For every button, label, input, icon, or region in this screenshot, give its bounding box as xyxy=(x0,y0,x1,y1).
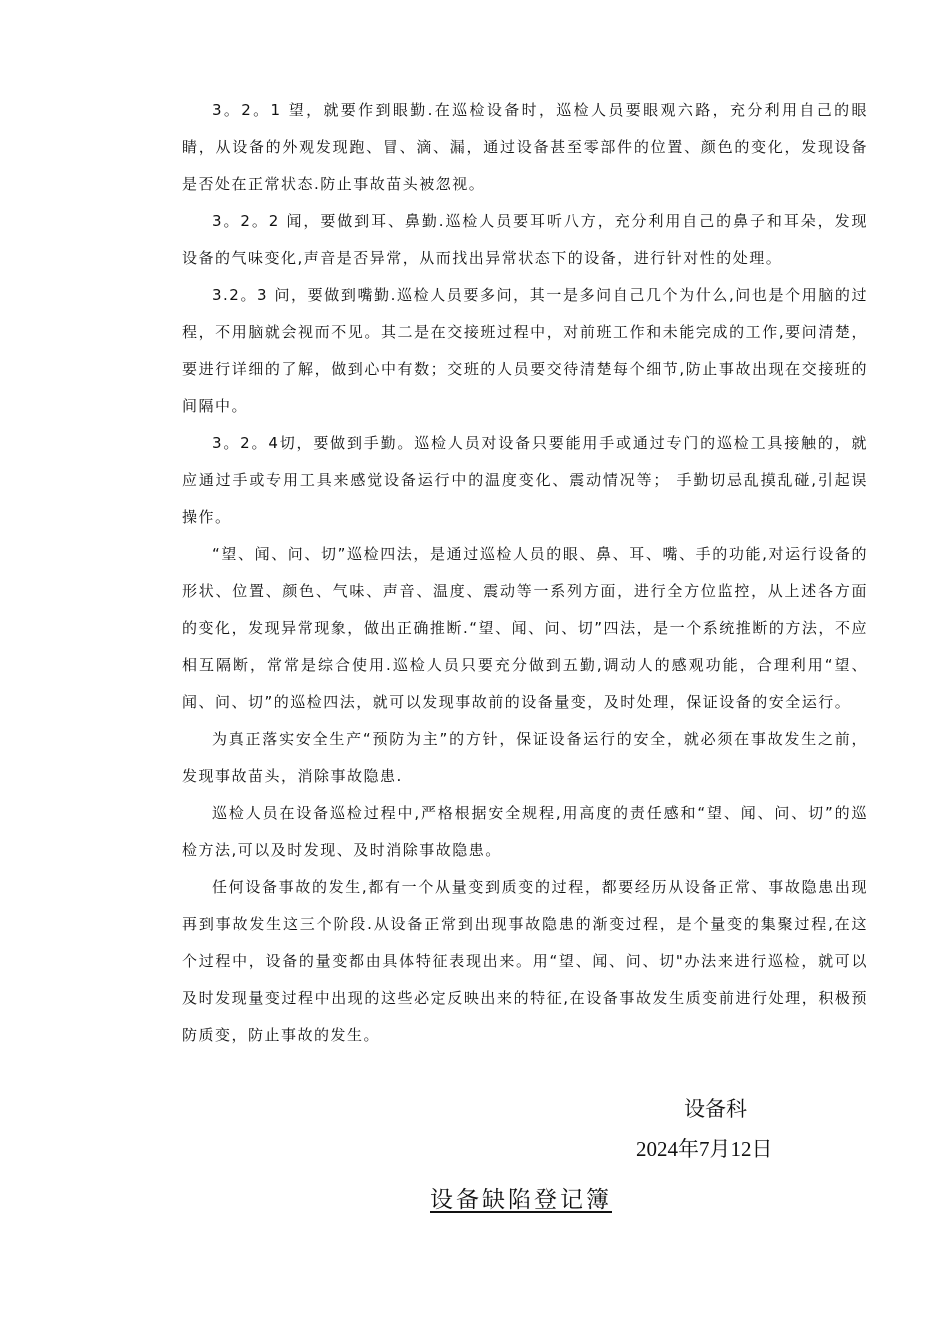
paragraph-3-2-3-ask: 3.2。3 问，要做到嘴勤.巡检人员要多问，其一是多问自己几个为什么,问也是个用脑的过程，不用脑就会视而不见。其二是在交接班过程中，对前班工作和未能完成的工作,要问清楚，要进行详细的了解，做到心中有数；交班的人员要交待清楚每个细节,防止事故出现在交接班的间隔中。 xyxy=(182,286,868,415)
next-section-title: 设备缺陷登记簿 xyxy=(430,1187,612,1213)
next-section-heading xyxy=(0,1183,950,1217)
document-body xyxy=(182,92,868,1054)
paragraph-accident-process: 任何设备事故的发生,都有一个从量变到质变的过程，都要经历从设备正常、事故隐患出现再到事故发生这三个阶段.从设备正常到出现事故隐患的渐变过程，是个量变的集聚过程,在这个过程中，设备的量变都由具体特征表现出来。用“望、闻、问、切"办法来进行巡检，就可以及时发现量变过程中出现的这些必定反映出来的特征,在设备事故发生质变前进行处理，积极预防质变，防止事故的发生。 xyxy=(182,878,868,1044)
paragraph-inspector-duty: 巡检人员在设备巡检过程中,严格根据安全规程,用高度的责任感和“望、闻、问、切”的巡检方法,可以及时发现、及时消除事故隐患。 xyxy=(182,804,868,859)
paragraph-3-2-1-look: 3。2。1 望，就要作到眼勤.在巡检设备时，巡检人员要眼观六路，充分利用自己的眼睛，从设备的外观发现跑、冒、滴、漏，通过设备甚至零部件的位置、颜色的变化，发现设备是否处在正常状态.防止事故苗头被忽视。 xyxy=(182,101,868,193)
signature-department: 设备科 xyxy=(684,1097,747,1121)
paragraph-four-methods-summary: “望、闻、问、切”巡检四法，是通过巡检人员的眼、鼻、耳、嘴、手的功能,对运行设备的形状、位置、颜色、气味、声音、温度、震动等一系列方面，进行全方位监控，从上述各方面的变化，发现异常现象，做出正确推断.“望、闻、问、切”四法，是一个系统推断的方法，不应相互隔断，常常是综合使用.巡检人员只要充分做到五勤,调动人的感观功能，合理利用“望、闻、问、切”的巡检四法，就可以发现事故前的设备量变，及时处理，保证设备的安全运行。 xyxy=(182,545,868,711)
paragraph-3-2-4-touch: 3。2。4切，要做到手勤。巡检人员对设备只要能用手或通过专门的巡检工具接触的，就应通过手或专用工具来感觉设备运行中的温度变化、震动情况等； 手勤切忌乱摸乱碰,引起误操作。 xyxy=(182,434,868,526)
paragraph-3-2-2-listen-smell: 3。2。2 闻，要做到耳、鼻勤.巡检人员要耳听八方，充分利用自己的鼻子和耳朵，发现设备的气味变化,声音是否异常，从而找出异常状态下的设备，进行针对性的处理。 xyxy=(182,212,868,267)
signature-date: 2024年7月12日 xyxy=(636,1137,773,1161)
paragraph-prevention-policy: 为真正落实安全生产“预防为主”的方针，保证设备运行的安全，就必须在事故发生之前，发现事故苗头，消除事故隐患. xyxy=(182,730,868,785)
